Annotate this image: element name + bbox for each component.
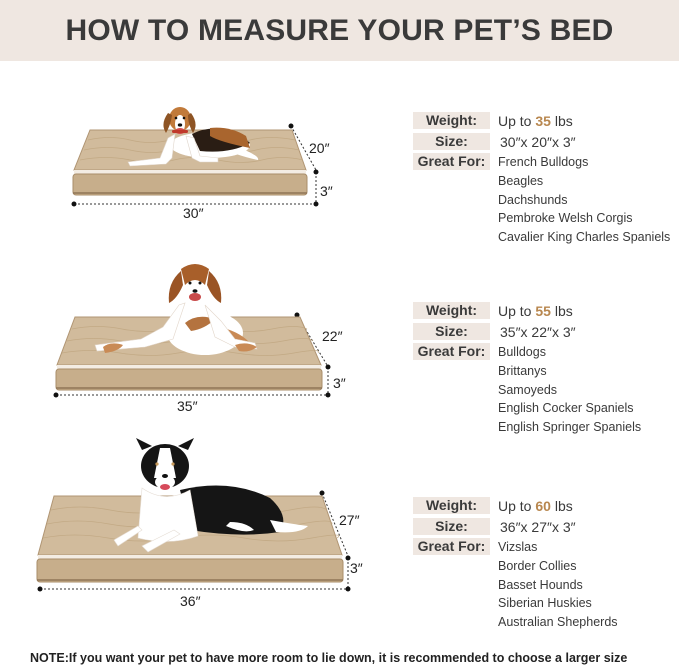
- great-for-label: Great For:: [413, 153, 490, 170]
- size-value: 30″x 20″x 3″: [500, 134, 576, 150]
- bed-medium-height: 3″: [333, 375, 346, 391]
- weight-label: Weight:: [413, 497, 490, 514]
- breed-list: [498, 153, 670, 247]
- bed-medium-width: 35″: [177, 398, 198, 414]
- bed-large-height: 3″: [350, 560, 363, 576]
- weight-label: Weight:: [413, 302, 490, 319]
- size-label: Size:: [413, 323, 490, 340]
- bed-small-width: 30″: [183, 205, 204, 221]
- header-banner: [0, 0, 679, 61]
- breed-item: Bulldogs: [498, 345, 546, 359]
- weight-value: Up to 60 lbs: [498, 498, 573, 514]
- bed-small-depth: 20″: [309, 140, 330, 156]
- breed-item: Basset Hounds: [498, 577, 583, 592]
- great-for-label: Great For:: [413, 343, 490, 360]
- bed-small-height: 3″: [320, 183, 333, 199]
- breed-item: French Bulldogs: [498, 155, 589, 169]
- bed-small-specs: [413, 112, 670, 247]
- breed-item: Vizslas: [498, 540, 538, 554]
- breed-item: English Cocker Spaniels: [498, 401, 634, 416]
- footer-note: NOTE:If you want your pet to have more room to lie down, it is recommended to choose a larger size: [30, 651, 628, 665]
- bed-medium-depth: 22″: [322, 328, 343, 344]
- bed-large-illustration: [30, 438, 360, 598]
- breed-item: Beagles: [498, 173, 544, 188]
- page-title: HOW TO MEASURE YOUR PET’S BED: [65, 13, 614, 47]
- breed-item: Brittanys: [498, 363, 547, 378]
- bed-medium-specs: [413, 302, 641, 437]
- breed-item: Samoyeds: [498, 382, 558, 397]
- breed-item: Australian Shepherds: [498, 615, 618, 630]
- breed-item: Cavalier King Charles Spaniels: [498, 230, 671, 245]
- size-value: 35″x 22″x 3″: [500, 324, 576, 340]
- size-label: Size:: [413, 133, 490, 150]
- bed-small-illustration: [60, 88, 350, 218]
- great-for-label: Great For:: [413, 538, 490, 555]
- breed-item: Border Collies: [498, 558, 577, 573]
- bed-medium-illustration: [45, 255, 345, 405]
- weight-value: Up to 55 lbs: [498, 303, 573, 319]
- weight-label: Weight:: [413, 112, 490, 129]
- breed-item: English Springer Spaniels: [498, 420, 642, 435]
- breed-list: [498, 343, 641, 437]
- bed-large-specs: [413, 497, 618, 632]
- weight-value: Up to 35 lbs: [498, 113, 573, 129]
- bed-large-depth: 27″: [339, 512, 360, 528]
- size-value: 36″x 27″x 3″: [500, 519, 576, 535]
- bed-large-width: 36″: [180, 593, 201, 609]
- breed-item: Dachshunds: [498, 192, 568, 207]
- size-label: Size:: [413, 518, 490, 535]
- breed-item: Pembroke Welsh Corgis: [498, 211, 633, 226]
- breed-item: Siberian Huskies: [498, 596, 592, 611]
- breed-list: [498, 538, 618, 632]
